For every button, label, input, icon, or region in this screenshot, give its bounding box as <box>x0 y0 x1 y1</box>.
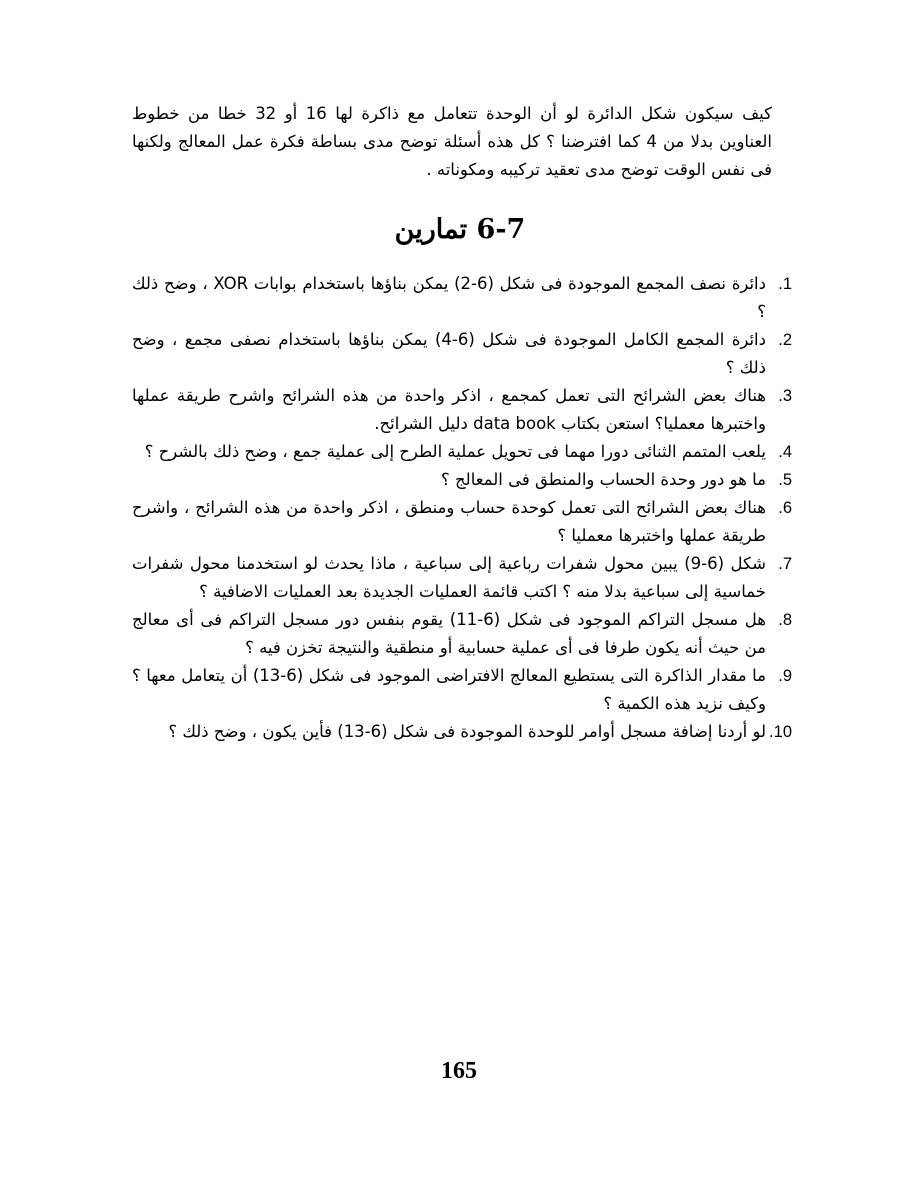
exercise-number: 1. <box>778 275 792 293</box>
exercise-number: 2. <box>778 331 792 349</box>
exercise-number: 8. <box>778 611 792 629</box>
exercise-text: هل مسجل التراكم الموجود فى شكل (6-11) يقوم بنفس دور مسجل التراكم فى أى معالج من حيث أنه يكون طرفا فى أى عملية حسابية أو منطقية والنتيجة تخزن فيه ؟ <box>132 610 767 657</box>
exercise-number: 9. <box>778 667 792 685</box>
exercise-number: 3. <box>778 387 792 405</box>
exercise-text: ما هو دور وحدة الحساب والمنطق فى المعالج ؟ <box>441 470 766 489</box>
page-number: 165 <box>441 1058 477 1084</box>
exercise-number: 6. <box>778 499 792 517</box>
exercise-item <box>132 438 792 466</box>
exercise-text: دائرة نصف المجمع الموجودة فى شكل (6-2) يمكن بناؤها باستخدام بوابات XOR ، وضح ذلك ؟ <box>132 274 766 321</box>
exercise-text: لو أردنا إضافة مسجل أوامر للوحدة الموجودة فى شكل (6-13) فأين يكون ، وضح ذلك ؟ <box>168 722 766 741</box>
exercise-item <box>132 550 792 606</box>
exercise-item <box>132 662 792 718</box>
exercise-text: هناك بعض الشرائح التى تعمل كمجمع ، اذكر واحدة من هذه الشرائح واشرح طريقة عملها واختبرها معمليا؟ استعن بكتاب data book دليل الشرائح. <box>132 386 766 433</box>
section-title: 6-7 تمارين <box>394 214 526 245</box>
exercise-number: 10. <box>769 723 792 741</box>
exercise-list <box>132 270 792 746</box>
exercise-number: 4. <box>778 443 792 461</box>
exercise-item <box>132 466 792 494</box>
exercise-item <box>132 606 792 662</box>
exercise-item <box>132 382 792 438</box>
exercise-item <box>132 270 792 326</box>
exercise-item <box>132 326 792 382</box>
exercise-text: يلعب المتمم الثنائى دورا مهما فى تحويل عملية الطرح إلى عملية جمع ، وضح ذلك بالشرح ؟ <box>144 442 766 461</box>
exercise-number: 5. <box>778 471 792 489</box>
intro-paragraph: كيف سيكون شكل الدائرة لو أن الوحدة تتعامل مع ذاكرة لها 16 أو 32 خطا من خطوط العناوين بدلا من 4 كما افترضنا ؟ كل هذه أسئلة توضح مدى بساطة فكرة عمل المعالج ولكنها فى نفس الوقت توضح مدى تعقيد تركيبه ومكوناته . <box>132 104 772 179</box>
exercise-text: شكل (6-9) يبين محول شفرات رباعية إلى سباعية ، ماذا يحدث لو استخدمنا محول شفرات خماسية إلى سباعية بدلا منه ؟ اكتب قائمة العمليات الجديدة بعد العمليات الاضافية ؟ <box>132 554 766 601</box>
exercise-text: ما مقدار الذاكرة التى يستطيع المعالج الافتراضى الموجود فى شكل (6-13) أن يتعامل معها ؟ وكيف نزيد هذه الكمية ؟ <box>132 666 766 713</box>
exercise-text: هناك بعض الشرائح التى تعمل كوحدة حساب ومنطق ، اذكر واحدة من هذه الشرائح ، واشرح طريقة عملها واختبرها معمليا ؟ <box>132 498 766 545</box>
exercise-item <box>132 494 792 550</box>
exercise-item <box>132 718 792 746</box>
exercise-number: 7. <box>778 555 792 573</box>
exercise-text: دائرة المجمع الكامل الموجودة فى شكل (6-4) يمكن بناؤها باستخدام نصفى مجمع ، وضح ذلك ؟ <box>132 330 766 377</box>
